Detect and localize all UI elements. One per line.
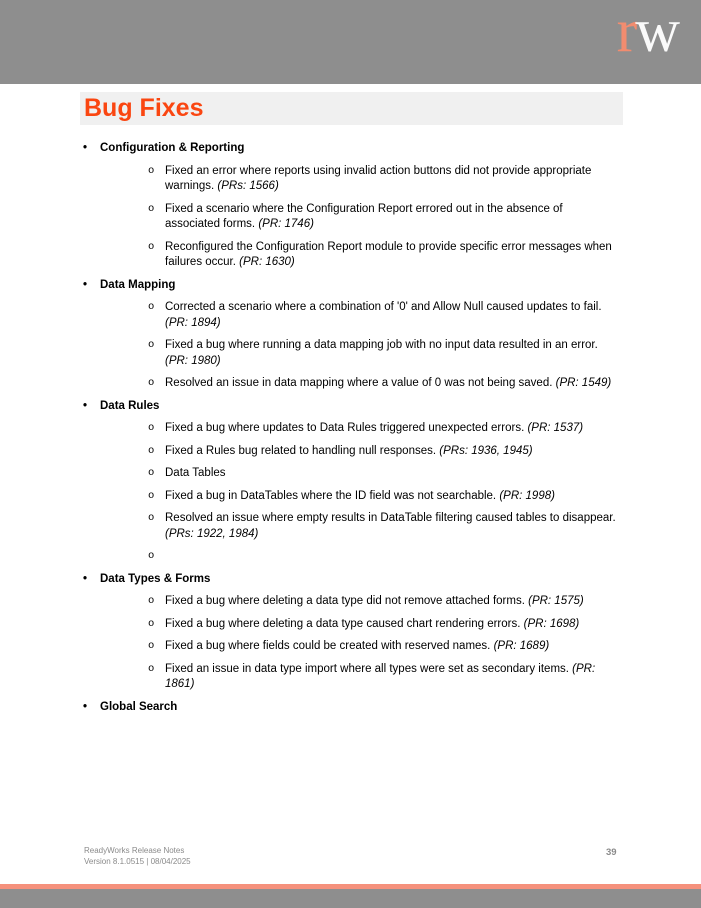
item-text: Fixed an error where reports using invalid action buttons did not provide appropriate warnings.	[165, 164, 592, 192]
item-pr-ref: (PR: 1746)	[255, 218, 314, 230]
circle-bullet-icon: o	[148, 339, 155, 351]
section-heading-label: Data Types & Forms	[100, 572, 211, 585]
logo-letter-w: w	[635, 0, 678, 65]
circle-bullet-icon: o	[148, 640, 155, 652]
list-item	[148, 164, 618, 195]
item-body	[165, 511, 618, 542]
footer-text	[84, 846, 191, 867]
item-body	[165, 300, 618, 331]
list-item	[148, 240, 618, 271]
item-pr-ref: (PR: 1698)	[520, 617, 580, 630]
list-item	[148, 639, 618, 655]
item-text: Fixed a bug where running a data mapping job with no input data resulted in an error.	[165, 339, 598, 351]
item-text: Fixed a bug in DataTables where the ID field was not searchable.	[165, 489, 497, 502]
circle-bullet-icon: o	[148, 467, 155, 479]
item-body	[165, 421, 618, 437]
section-heading	[83, 399, 618, 415]
item-text: Fixed a bug where deleting a data type did not remove attached forms.	[165, 595, 525, 607]
list-item	[148, 300, 618, 331]
readyworks-logo	[616, 0, 678, 65]
item-body	[165, 240, 618, 271]
item-pr-ref: (PRs: 1922, 1984)	[165, 527, 259, 540]
item-body	[165, 489, 618, 505]
list-item	[148, 466, 618, 482]
list-item	[148, 338, 618, 369]
section-heading-label: Configuration & Reporting	[100, 142, 245, 154]
item-text: Resolved an issue in data mapping where a value of 0 was not being saved.	[165, 377, 553, 389]
item-text: Fixed a Rules bug related to handling null responses.	[165, 444, 437, 457]
item-text: Fixed an issue in data type import where all types were set as secondary items.	[165, 662, 569, 675]
bug-fix-section	[83, 572, 618, 693]
item-pr-ref: (PR: 1980)	[165, 354, 221, 367]
list-item	[148, 444, 618, 460]
section-items	[83, 300, 618, 392]
circle-bullet-icon: o	[148, 377, 155, 389]
page-header-band	[0, 0, 701, 84]
footer-line2: Version 8.1.0515 | 08/04/2025	[84, 856, 191, 866]
circle-bullet-icon: o	[148, 512, 155, 524]
item-body	[165, 376, 618, 392]
item-text: Corrected a scenario where a combination of '0' and Allow Null caused updates to fail.	[165, 301, 602, 313]
item-text: Fixed a bug where fields could be created with reserved names.	[165, 640, 491, 652]
section-heading-label: Data Rules	[100, 399, 160, 412]
item-pr-ref: (PR: 1861)	[165, 662, 596, 690]
disc-bullet-icon: •	[83, 700, 88, 713]
bug-fixes-list	[0, 141, 701, 722]
circle-bullet-icon: o	[148, 164, 155, 177]
list-item	[148, 594, 618, 610]
item-body	[165, 202, 618, 233]
disc-bullet-icon: •	[83, 278, 88, 291]
disc-bullet-icon: •	[83, 572, 88, 585]
page-title: Bug Fixes	[84, 94, 204, 122]
item-pr-ref: (PR: 1537)	[524, 422, 584, 434]
section-heading-label: Global Search	[100, 700, 178, 713]
section-heading	[83, 700, 618, 716]
list-item	[148, 617, 618, 633]
section-items	[83, 164, 618, 271]
list-item	[148, 549, 618, 565]
bug-fix-section	[83, 278, 618, 392]
item-body	[165, 338, 618, 369]
item-text: Resolved an issue where empty results in DataTable filtering caused tables to disappear.	[165, 512, 616, 524]
section-heading	[83, 278, 618, 294]
item-body	[165, 549, 618, 565]
item-body	[165, 594, 618, 610]
circle-bullet-icon: o	[148, 301, 155, 313]
list-item	[148, 376, 618, 392]
circle-bullet-icon: o	[148, 422, 155, 434]
item-text: Fixed a bug where updates to Data Rules triggered unexpected errors.	[165, 422, 525, 434]
list-item	[148, 662, 618, 693]
circle-bullet-icon: o	[148, 489, 155, 502]
item-pr-ref: (PR: 1998)	[496, 489, 555, 502]
circle-bullet-icon: o	[148, 662, 155, 675]
disc-bullet-icon: •	[83, 399, 88, 412]
item-body	[165, 466, 618, 482]
disc-bullet-icon: •	[83, 142, 88, 154]
list-item	[148, 511, 618, 542]
section-items	[83, 421, 618, 565]
item-body	[165, 444, 618, 460]
circle-bullet-icon: o	[148, 595, 155, 607]
item-pr-ref: (PR: 1689)	[490, 640, 550, 652]
item-pr-ref: (PR: 1630)	[235, 256, 295, 268]
circle-bullet-icon: o	[148, 617, 155, 630]
item-body	[165, 164, 618, 195]
section-title-bar	[80, 92, 623, 125]
item-text: Fixed a bug where deleting a data type caused chart rendering errors.	[165, 617, 521, 630]
list-item	[148, 202, 618, 233]
list-item	[148, 489, 618, 505]
circle-bullet-icon: o	[148, 550, 155, 562]
item-pr-ref: (PR: 1575)	[524, 595, 584, 607]
circle-bullet-icon: o	[148, 444, 155, 457]
list-item	[148, 421, 618, 437]
bug-fix-section	[83, 700, 618, 716]
bug-fix-section	[83, 141, 618, 271]
item-body	[165, 662, 618, 693]
logo-letter-r: r	[616, 0, 636, 65]
item-pr-ref: (PR: 1894)	[165, 316, 221, 329]
item-text: Fixed a scenario where the Configuration Report errored out in the absence of associated forms.	[165, 202, 563, 230]
item-text: Reconfigured the Configuration Report module to provide specific error messages when failures occur.	[165, 240, 612, 268]
item-body	[165, 617, 618, 633]
section-items	[83, 594, 618, 693]
section-heading-label: Data Mapping	[100, 278, 176, 291]
circle-bullet-icon: o	[148, 240, 155, 253]
bug-fix-section	[83, 399, 618, 565]
item-text: Data Tables	[165, 467, 226, 479]
item-body	[165, 639, 618, 655]
page-number: 39	[606, 847, 617, 858]
footer-gray-bar	[0, 889, 701, 908]
item-pr-ref: (PRs: 1566)	[214, 180, 279, 192]
section-heading	[83, 141, 618, 157]
footer-line1: ReadyWorks Release Notes	[84, 846, 185, 855]
section-heading	[83, 572, 618, 588]
item-pr-ref: (PR: 1549)	[552, 377, 612, 389]
item-pr-ref: (PRs: 1936, 1945)	[436, 444, 533, 457]
circle-bullet-icon: o	[148, 202, 155, 215]
